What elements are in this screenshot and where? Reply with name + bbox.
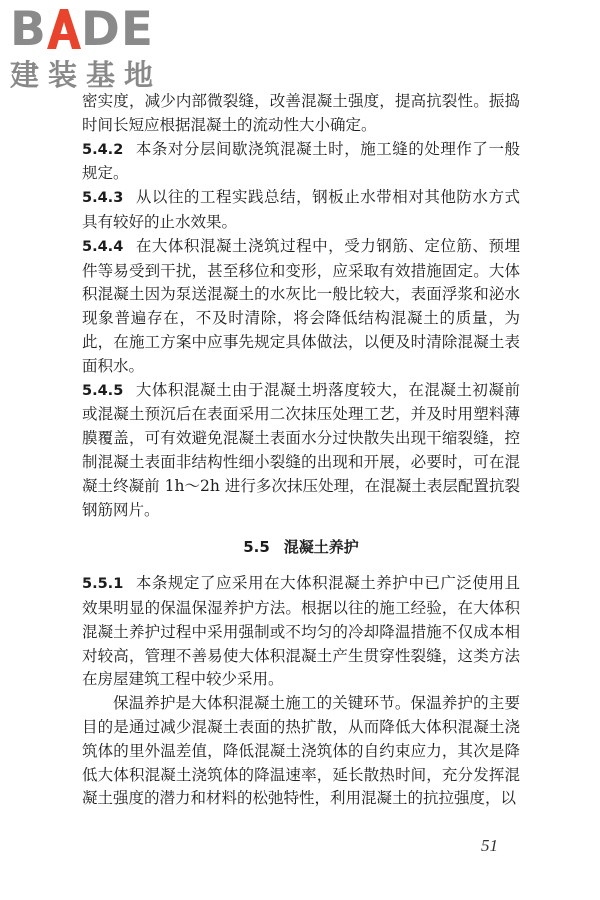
paragraph-text: 保温养护是大体积混凝土施工的关键环节。保温养护的主要目的是通过减少混凝土表面的热扩散，从而降低大体积混凝土浇筑体的里外温差值，降低混凝土浇筑体的自约束应力，其次是降低大体积混凝土浇筑体的降温速率，延长散热时间，充分发挥混凝土强度的潜力和材料的松弛特性，利用混凝土的抗拉强度，以 <box>82 694 520 808</box>
paragraph-text: 密实度，减少内部微裂缝，改善混凝土强度，提高抗裂性。振捣时间长短应根据混凝土的流动性大小确定。 <box>82 92 520 134</box>
clause-number: 5.4.5 <box>82 382 124 399</box>
clause-5-4-3 <box>82 186 520 235</box>
clause-number: 5.4.2 <box>82 141 124 158</box>
clause-text: 从以往的工程实践总结，钢板止水带相对其他防水方式具有较好的止水效果。 <box>82 188 520 231</box>
clause-number: 5.4.3 <box>82 190 124 207</box>
page-number: 51 <box>481 836 498 855</box>
logo-chinese-name: 建装基地 <box>10 58 163 92</box>
clause-5-5-1 <box>82 572 520 692</box>
clause-text: 在大体积混凝土浇筑过程中，受力钢筋、定位筋、预埋件等易受到干扰，甚至移位和变形，应采取有效措施固定。大体积混凝土因为泵送混凝土的水灰比一般比较大，表面浮浆和泌水现象普遍存在，不及时清除，将会降低结构混凝土的质量，为此，在施工方案中应事先规定具体做法，以便及时清除混凝土表面积水。 <box>82 236 520 375</box>
clause-number: 5.5.1 <box>82 576 124 593</box>
paragraph-continued <box>82 90 520 138</box>
clause-text: 大体积混凝土由于混凝土坍落度较大，在混凝土初凝前或混凝土预沉后在表面采用二次抹压处理工艺，并及时用塑料薄膜覆盖，可有效避免混凝土表面水分过快散失出现干缩裂缝，控制混凝土表面非结构性细小裂缝的出现和开展，必要时，可在混凝土终凝前 1h～2h 进行多次抹压处理，在混凝土表层配置抗裂钢筋网片。 <box>82 380 520 519</box>
paragraph-curing <box>82 692 520 811</box>
clause-5-4-4 <box>82 235 520 379</box>
section-number: 5.5 <box>243 538 270 557</box>
section-heading <box>82 536 520 560</box>
clause-5-4-5 <box>82 379 520 523</box>
logo-letter-b: B <box>10 2 47 57</box>
clause-text: 本条对分层间歇浇筑混凝土时，施工缝的处理作了一般规定。 <box>82 139 520 183</box>
clause-number: 5.4.4 <box>82 238 124 255</box>
clause-5-4-2 <box>82 138 520 187</box>
section-title-text: 混凝土养护 <box>283 538 359 557</box>
document-body <box>82 90 520 811</box>
logo-letter-a-icon <box>47 9 81 49</box>
clause-text: 本条规定了应采用在大体积混凝土养护中已广泛使用且效果明显的保温保湿养护方法。根据以往的施工经验，在大体积混凝土养护过程中采用强制或不均匀的冷却降温措施不仅成本相对较高，管理不善易使大体积混凝土产生贯穿性裂缝，这类方法在房屋建筑工程中较少采用。 <box>82 574 520 689</box>
logo-wordmark <box>10 4 154 56</box>
logo-letters-de: DE <box>80 2 154 57</box>
logo <box>10 4 180 96</box>
